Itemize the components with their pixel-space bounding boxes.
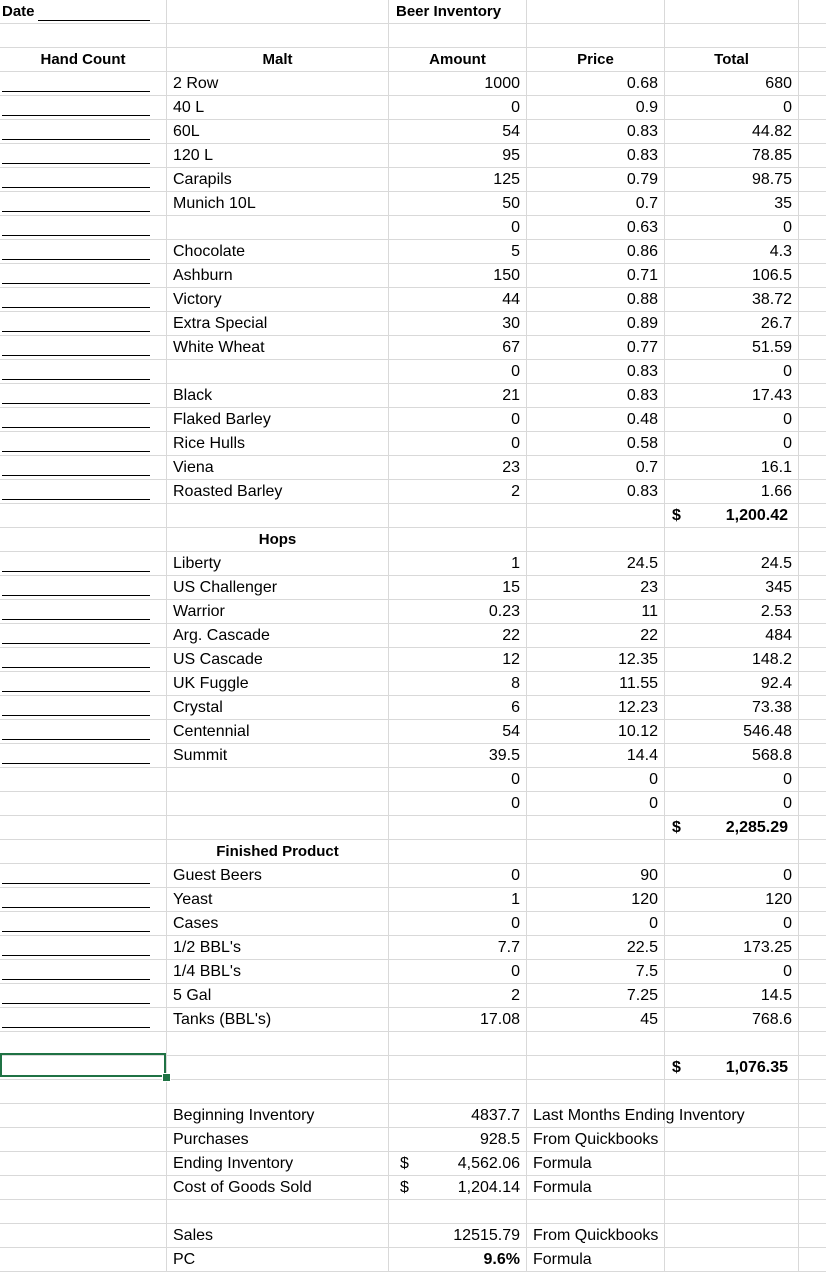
malt-subtotal-currency: $: [672, 507, 681, 524]
malt-total-cell: 0: [783, 99, 792, 116]
malt-subtotal-value: 1,200.42: [725, 507, 788, 524]
summary-note: Formula: [533, 1179, 592, 1196]
malt-price-cell: 0.7: [635, 195, 658, 212]
hops-amount-cell: 54: [502, 723, 520, 740]
finished-amount-cell: 7.7: [497, 939, 520, 956]
malt-price-cell: 0.88: [626, 291, 658, 308]
finished-total-cell: 768.6: [751, 1011, 792, 1028]
hops-item-name: [173, 792, 387, 816]
finished-item-name: Guest Beers: [173, 867, 262, 884]
selected-cell[interactable]: [0, 1053, 166, 1077]
malt-price-cell: 0.68: [626, 75, 658, 92]
hops-total-cell: 148.2: [751, 651, 792, 668]
summary-note: From Quickbooks: [533, 1131, 659, 1148]
sales-label: PC: [173, 1251, 196, 1268]
hops-hand-count-line[interactable]: [2, 691, 150, 692]
malt-price-cell: 0.48: [626, 411, 658, 428]
summary-value: 928.5: [479, 1131, 520, 1148]
hops-total-cell: 484: [765, 627, 792, 644]
hops-header: Hops: [258, 531, 297, 548]
hops-item-name: US Challenger: [173, 579, 278, 596]
malt-total-cell: 78.85: [751, 147, 792, 164]
finished-item-name: 1/4 BBL's: [173, 963, 241, 980]
finished-hand-count-line[interactable]: [2, 955, 150, 956]
hops-item-name: [173, 768, 387, 792]
sales-value: 9.6%: [483, 1251, 520, 1268]
malt-item-name: Rice Hulls: [173, 435, 246, 452]
hops-total-cell: 2.53: [760, 603, 792, 620]
malt-item-name: 40 L: [173, 99, 205, 116]
malt-amount-cell: 0: [511, 435, 520, 452]
malt-amount-cell: 54: [502, 123, 520, 140]
finished-subtotal-currency: $: [672, 1059, 681, 1076]
malt-hand-count-line[interactable]: [2, 163, 150, 164]
summary-label: Ending Inventory: [173, 1155, 294, 1172]
malt-amount-cell: 44: [502, 291, 520, 308]
hops-hand-count-line[interactable]: [2, 595, 150, 596]
finished-amount-cell: 0: [511, 915, 520, 932]
hops-price-cell: 14.4: [626, 747, 658, 764]
malt-total-cell: 35: [774, 195, 792, 212]
summary-value: 4,562.06: [457, 1155, 520, 1172]
sales-note: Formula: [533, 1251, 592, 1268]
hops-amount-cell: 15: [502, 579, 520, 596]
malt-hand-count-line[interactable]: [2, 331, 150, 332]
sheet-title: Beer Inventory: [396, 3, 502, 20]
malt-item-name: Victory: [173, 291, 222, 308]
price-header: Price: [577, 51, 614, 68]
hops-price-cell: 24.5: [626, 555, 658, 572]
malt-price-cell: 0.77: [626, 339, 658, 356]
malt-item-name: Chocolate: [173, 243, 246, 260]
hops-hand-count-line[interactable]: [2, 763, 150, 764]
malt-total-cell: 0: [783, 363, 792, 380]
malt-item-name: 120 L: [173, 147, 214, 164]
summary-note: Last Months Ending Inventory: [533, 1107, 745, 1124]
finished-item-name: Tanks (BBL's): [173, 1011, 272, 1028]
hops-amount-cell: 1: [511, 555, 520, 572]
hops-item-name: Liberty: [173, 555, 222, 572]
summary-value: 4837.7: [471, 1107, 520, 1124]
finished-total-cell: 14.5: [760, 987, 792, 1004]
finished-total-cell: 120: [765, 891, 792, 908]
hops-amount-cell: 12: [502, 651, 520, 668]
hops-total-cell: 546.48: [743, 723, 792, 740]
hops-hand-count-line[interactable]: [2, 739, 150, 740]
malt-amount-cell: 30: [502, 315, 520, 332]
summary-currency: [400, 1128, 420, 1152]
hops-price-cell: 22: [640, 627, 658, 644]
finished-price-cell: 7.5: [635, 963, 658, 980]
hops-subtotal-currency: $: [672, 819, 681, 836]
finished-hand-count-line[interactable]: [2, 979, 150, 980]
hops-price-cell: 11: [641, 603, 658, 620]
malt-item-name: Flaked Barley: [173, 411, 271, 428]
hops-item-name: UK Fuggle: [173, 675, 249, 692]
finished-item-name: Yeast: [173, 891, 213, 908]
finished-item-name: 1/2 BBL's: [173, 939, 241, 956]
malt-item-name: Roasted Barley: [173, 483, 283, 500]
sales-value: 12515.79: [453, 1227, 520, 1244]
malt-total-cell: 680: [765, 75, 792, 92]
finished-total-cell: 0: [783, 915, 792, 932]
hops-total-cell: 345: [765, 579, 792, 596]
date-underline[interactable]: [38, 20, 150, 21]
malt-total-cell: 16.1: [760, 459, 792, 476]
malt-total-cell: 4.3: [769, 243, 792, 260]
total-header: Total: [714, 51, 749, 68]
finished-total-cell: 0: [783, 963, 792, 980]
hops-price-cell: 23: [640, 579, 658, 596]
hops-amount-cell: 22: [502, 627, 520, 644]
malt-amount-cell: 67: [502, 339, 520, 356]
hops-item-name: Warrior: [173, 603, 225, 620]
malt-price-cell: 0.58: [626, 435, 658, 452]
malt-amount-cell: 21: [502, 387, 520, 404]
malt-total-cell: 17.43: [751, 387, 792, 404]
finished-hand-count-line[interactable]: [2, 1027, 150, 1028]
malt-header: Malt: [262, 51, 293, 68]
fill-handle[interactable]: [162, 1073, 171, 1082]
malt-hand-count-line[interactable]: [2, 139, 150, 140]
hops-total-cell: 568.8: [751, 747, 792, 764]
malt-item-name: Viena: [173, 459, 214, 476]
malt-hand-count-line[interactable]: [2, 259, 150, 260]
summary-currency: [400, 1104, 420, 1128]
summary-label: Beginning Inventory: [173, 1107, 315, 1124]
malt-item-name: Black: [173, 387, 213, 404]
malt-amount-cell: 95: [502, 147, 520, 164]
finished-amount-cell: 2: [511, 987, 520, 1004]
hops-amount-cell: 0: [511, 771, 520, 788]
hops-amount-cell: 0.23: [488, 603, 520, 620]
hops-price-cell: 12.23: [617, 699, 658, 716]
malt-item-name: 60L: [173, 123, 200, 140]
finished-hand-count-line[interactable]: [2, 883, 150, 884]
hops-item-name: Crystal: [173, 699, 223, 716]
hops-price-cell: 0: [649, 795, 658, 812]
malt-hand-count-line[interactable]: [2, 475, 150, 476]
hops-price-cell: 11.55: [619, 675, 658, 692]
malt-hand-count-line[interactable]: [2, 451, 150, 452]
malt-hand-count-line[interactable]: [2, 403, 150, 404]
malt-hand-count-line[interactable]: [2, 211, 150, 212]
malt-price-cell: 0.83: [626, 147, 658, 164]
malt-item-name: [173, 360, 387, 384]
malt-item-name: White Wheat: [173, 339, 265, 356]
malt-amount-cell: 0: [511, 219, 520, 236]
finished-amount-cell: 0: [511, 963, 520, 980]
malt-amount-cell: 23: [502, 459, 520, 476]
malt-total-cell: 0: [783, 219, 792, 236]
summary-currency: $: [400, 1155, 409, 1172]
hops-amount-cell: 8: [511, 675, 520, 692]
hops-total-cell: 0: [783, 771, 792, 788]
malt-hand-count-line[interactable]: [2, 115, 150, 116]
finished-hand-count-line[interactable]: [2, 907, 150, 908]
malt-price-cell: 0.7: [635, 459, 658, 476]
malt-total-cell: 98.75: [751, 171, 792, 188]
malt-hand-count-line[interactable]: [2, 187, 150, 188]
hops-price-cell: 12.35: [617, 651, 658, 668]
malt-price-cell: 0.89: [626, 315, 658, 332]
malt-total-cell: 51.59: [751, 339, 792, 356]
malt-hand-count-line[interactable]: [2, 283, 150, 284]
malt-hand-count-line[interactable]: [2, 499, 150, 500]
hops-item-name: Centennial: [173, 723, 250, 740]
malt-amount-cell: 50: [502, 195, 520, 212]
finished-item-name: 5 Gal: [173, 987, 212, 1004]
hops-total-cell: 0: [783, 795, 792, 812]
malt-price-cell: 0.71: [626, 267, 658, 284]
finished-item-name: Cases: [173, 915, 219, 932]
malt-total-cell: 0: [783, 435, 792, 452]
malt-amount-cell: 2: [511, 483, 520, 500]
malt-total-cell: 26.7: [760, 315, 792, 332]
malt-item-name: Extra Special: [173, 315, 268, 332]
malt-amount-cell: 5: [511, 243, 520, 260]
malt-price-cell: 0.79: [626, 171, 658, 188]
malt-amount-cell: 1000: [484, 75, 520, 92]
hops-hand-count-line[interactable]: [2, 571, 150, 572]
finished-product-header: Finished Product: [216, 843, 339, 860]
malt-item-name: [173, 216, 387, 240]
finished-price-cell: 120: [631, 891, 658, 908]
finished-hand-count-line[interactable]: [2, 931, 150, 932]
finished-price-cell: 22.5: [626, 939, 658, 956]
malt-total-cell: 106.5: [751, 267, 792, 284]
summary-note: Formula: [533, 1155, 592, 1172]
malt-price-cell: 0.83: [626, 387, 658, 404]
hops-hand-count-line[interactable]: [2, 619, 150, 620]
hops-subtotal-value: 2,285.29: [725, 819, 788, 836]
malt-price-cell: 0.83: [626, 483, 658, 500]
hops-hand-count-line[interactable]: [2, 643, 150, 644]
malt-total-cell: 44.82: [751, 123, 792, 140]
malt-price-cell: 0.63: [626, 219, 658, 236]
malt-total-cell: 38.72: [751, 291, 792, 308]
hops-price-cell: 0: [649, 771, 658, 788]
finished-amount-cell: 1: [511, 891, 520, 908]
summary-value: 1,204.14: [457, 1179, 520, 1196]
sales-note: From Quickbooks: [533, 1227, 659, 1244]
malt-total-cell: 1.66: [760, 483, 792, 500]
hops-amount-cell: 39.5: [488, 747, 520, 764]
finished-amount-cell: 0: [511, 867, 520, 884]
malt-hand-count-line[interactable]: [2, 307, 150, 308]
finished-subtotal-value: 1,076.35: [725, 1059, 788, 1076]
hops-price-cell: 10.12: [617, 723, 658, 740]
malt-item-name: Munich 10L: [173, 195, 256, 212]
finished-price-cell: 0: [649, 915, 658, 932]
malt-item-name: Ashburn: [173, 267, 233, 284]
hops-amount-cell: 6: [511, 699, 520, 716]
hops-total-cell: 24.5: [760, 555, 792, 572]
finished-total-cell: 173.25: [743, 939, 792, 956]
summary-label: Cost of Goods Sold: [173, 1179, 312, 1196]
malt-item-name: 2 Row: [173, 75, 219, 92]
sales-label: Sales: [173, 1227, 214, 1244]
malt-price-cell: 0.86: [626, 243, 658, 260]
malt-amount-cell: 125: [493, 171, 520, 188]
finished-amount-cell: 17.08: [479, 1011, 520, 1028]
summary-currency: $: [400, 1179, 409, 1196]
malt-amount-cell: 0: [511, 99, 520, 116]
summary-label: Purchases: [173, 1131, 249, 1148]
malt-price-cell: 0.83: [626, 363, 658, 380]
hops-total-cell: 92.4: [760, 675, 792, 692]
malt-hand-count-line[interactable]: [2, 355, 150, 356]
malt-price-cell: 0.83: [626, 123, 658, 140]
hops-total-cell: 73.38: [751, 699, 792, 716]
malt-hand-count-line[interactable]: [2, 379, 150, 380]
finished-price-cell: 7.25: [626, 987, 658, 1004]
finished-price-cell: 45: [640, 1011, 658, 1028]
hops-item-name: US Cascade: [173, 651, 263, 668]
malt-item-name: Carapils: [173, 171, 232, 188]
malt-hand-count-line[interactable]: [2, 427, 150, 428]
amount-header: Amount: [429, 51, 486, 68]
hops-amount-cell: 0: [511, 795, 520, 812]
hops-item-name: Summit: [173, 747, 228, 764]
finished-price-cell: 90: [640, 867, 658, 884]
malt-amount-cell: 0: [511, 363, 520, 380]
finished-total-cell: 0: [783, 867, 792, 884]
hops-hand-count-line[interactable]: [2, 667, 150, 668]
hops-item-name: Arg. Cascade: [173, 627, 270, 644]
malt-price-cell: 0.9: [635, 99, 658, 116]
hand-count-header: Hand Count: [40, 51, 126, 68]
malt-amount-cell: 150: [493, 267, 520, 284]
hops-hand-count-line[interactable]: [2, 715, 150, 716]
malt-hand-count-line[interactable]: [2, 235, 150, 236]
finished-hand-count-line[interactable]: [2, 1003, 150, 1004]
malt-total-cell: 0: [783, 411, 792, 428]
malt-amount-cell: 0: [511, 411, 520, 428]
malt-hand-count-line[interactable]: [2, 91, 150, 92]
date-label: Date: [2, 3, 35, 20]
